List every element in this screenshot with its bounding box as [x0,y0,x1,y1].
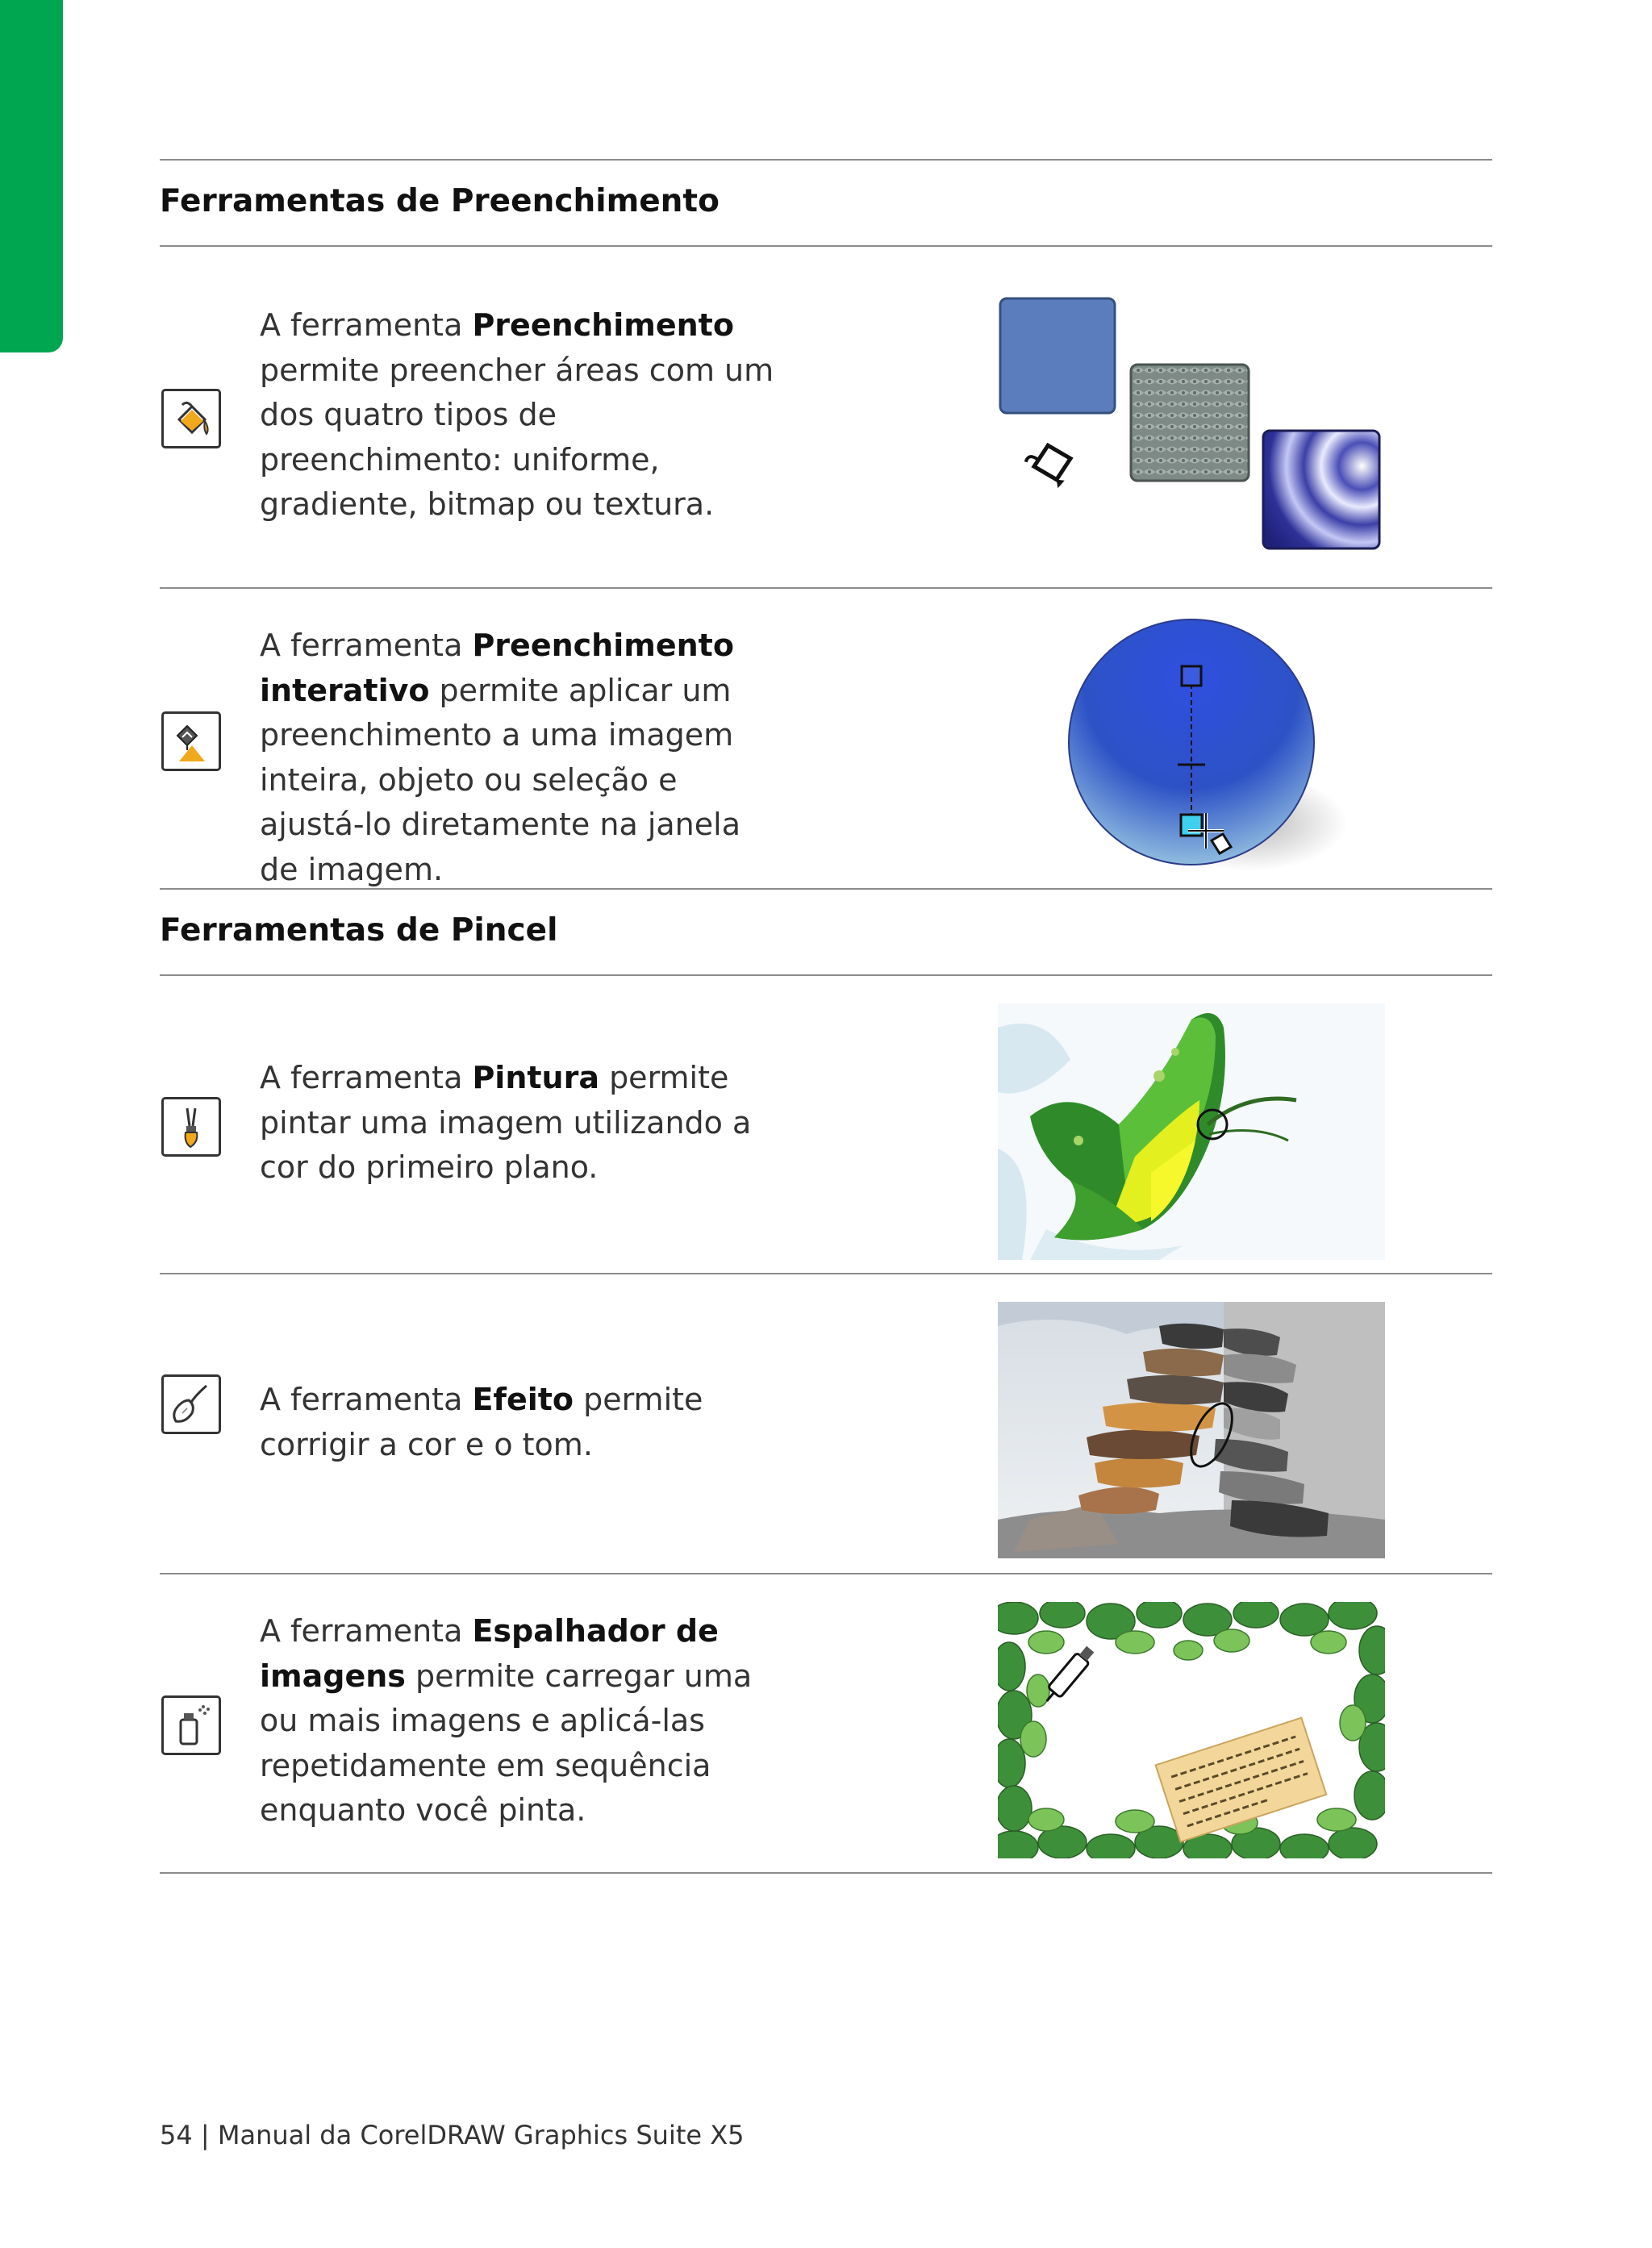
fill-types-illustration [997,297,1384,552]
divider [160,888,1492,890]
interactive-fill-sphere-illustration [1065,613,1363,879]
divider [160,1872,1492,1874]
tool-description-effect: A ferramenta Efeito permite corrigir a cor e o tom. [260,1382,703,1462]
stone-cairn-effect-illustration [998,1302,1385,1558]
effect-brush-icon [161,1374,221,1434]
divider [160,1273,1492,1274]
tool-name-image-sprayer: Espalhador de imagens [260,1613,719,1694]
tool-description-paint: A ferramenta Pintura permite pintar uma imagem utilizando a cor do primeiro plano. [260,1060,752,1185]
section-title-brush-tools: Ferramentas de Pincel [160,912,558,949]
chapter-tab [0,0,63,352]
divider [160,245,1492,247]
divider [160,159,1492,161]
page-footer: 54 | Manual da CorelDRAW Graphics Suite X5 [160,2120,745,2150]
butterfly-painting-illustration [998,1003,1385,1260]
tool-description-interactive-fill: A ferramenta Preenchimento interativo permite aplicar um preenchimento a uma imagem inteira, objeto ou seleção e ajustá-lo diretamente na janela de imagem. [260,628,740,887]
tool-name-effect: Efeito [472,1382,574,1417]
divider [160,587,1492,589]
paint-brush-icon [161,1097,221,1157]
tool-name-paint: Pintura [472,1060,599,1095]
section-title-fill-tools: Ferramentas de Preenchimento [160,183,720,219]
divider [160,974,1492,976]
tool-name-interactive-fill: Preenchimento interativo [260,628,734,708]
interactive-fill-icon [161,711,221,771]
tool-description-fill: A ferramenta Preenchimento permite preencher áreas com um dos quatro tipos de preenchimento: uniforme, gradiente, bitmap ou textura. [260,307,774,522]
tool-description-image-sprayer: A ferramenta Espalhador de imagens permite carregar uma ou mais imagens e aplicá-las repetidamente em sequência enquanto você pinta. [260,1613,753,1828]
image-sprayer-icon [161,1695,221,1755]
fill-bucket-icon [161,389,221,448]
tool-name-fill: Preenchimento [472,307,734,343]
divider [160,1573,1492,1574]
leaves-sprayer-illustration [998,1602,1385,1858]
